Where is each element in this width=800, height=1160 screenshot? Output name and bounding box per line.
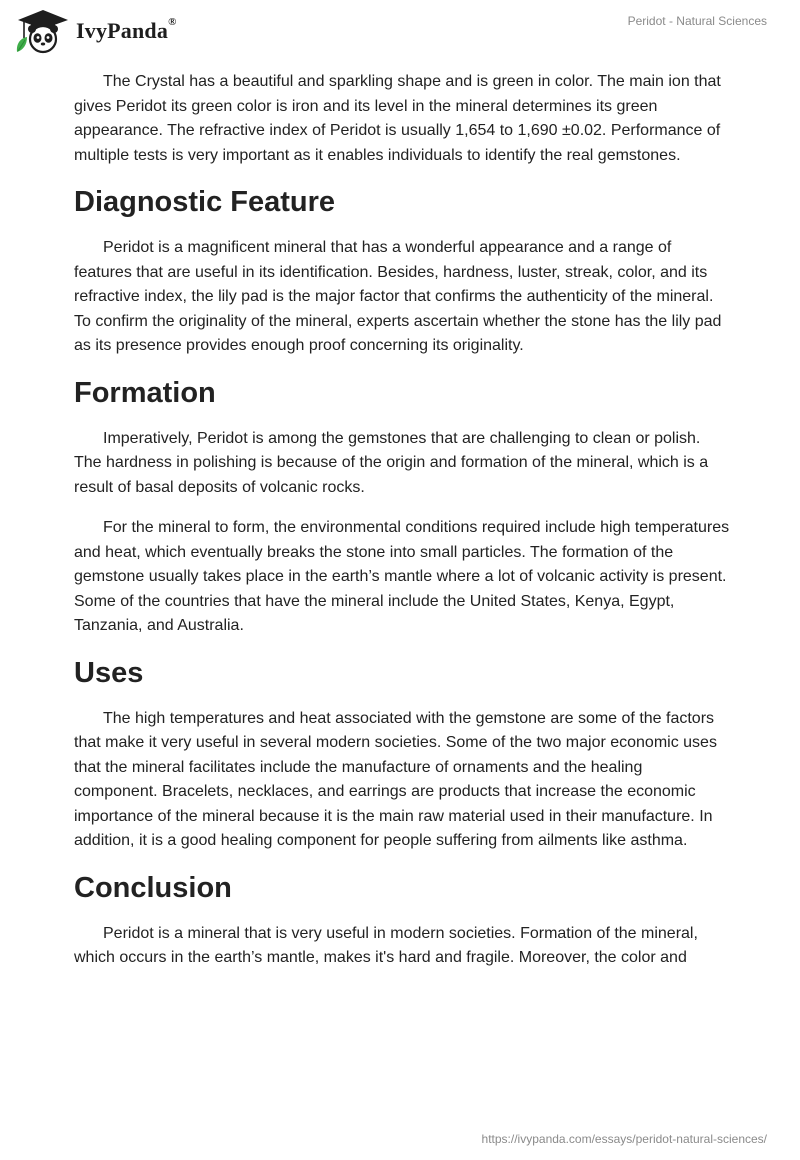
section-heading-conclusion: Conclusion (74, 871, 232, 904)
section-heading-formation: Formation (74, 376, 216, 409)
brand-logo[interactable] (14, 8, 177, 54)
uses-paragraph: The high temperatures and heat associated with the gemstone are some of the factors that make it very useful in several modern societies. Some of the two major economic uses that the mineral facilitates include the manufacture of ornaments and the healing component. Bracelets, necklaces, and earrings are products that increase the economic importance of the mineral because it is the main raw material used in their manufacture. In addition, it is a good healing component for people suffering from ailments like asthma. (74, 709, 717, 849)
source-url-link[interactable]: https://ivypanda.com/essays/peridot-natural-sciences/ (481, 1132, 767, 1146)
diagnostic-feature-paragraph: Peridot is a magnificent mineral that has a wonderful appearance and a range of features that are useful in its identification. Besides, hardness, luster, streak, color, and its refractive index, the lily pad is the major factor that confirms the authenticity of the mineral. To confirm the originality of the mineral, experts ascertain whether the stone has the lily pad as its presence provides enough proof concerning its originality. (74, 239, 722, 354)
formation-paragraph-2: For the mineral to form, the environmental conditions required include high temperatures and heat, which eventually breaks the stone into small particles. The formation of the gemstone usually takes place in the earth’s mantle where a lot of volcanic activity is present. Some of the countries that have the mineral include the United States, Kenya, Egypt, Tanzania, and Australia. (74, 519, 730, 634)
brand-name-text: IvyPanda (76, 18, 169, 43)
section-heading-diagnostic-feature: Diagnostic Feature (74, 186, 336, 218)
formation-paragraph-1: Imperatively, Peridot is among the gemstones that are challenging to clean or polish. The hardness in polishing is because of the origin and formation of the mineral, which is a result of basal deposits of volcanic rocks. (74, 429, 709, 496)
essay-body (74, 70, 730, 987)
brand-name (76, 18, 177, 44)
conclusion-paragraph: Peridot is a mineral that is very useful in modern societies. Formation of the mineral, which occurs in the earth’s mantle, makes it's hard and fragile. Moreover, the color and (74, 924, 698, 966)
document-title: Peridot - Natural Sciences (627, 14, 767, 28)
page-header (0, 0, 800, 62)
section-heading-uses: Uses (74, 656, 144, 689)
intro-paragraph: The Crystal has a beautiful and sparkling shape and is green in color. The main ion that gives Peridot its green color is iron and its level in the mineral determines its green appearance. The refractive index of Peridot is usually 1,654 to 1,690 ±0.02. Performance of multiple tests is very important as it enables individuals to identify the real gemstones. (74, 73, 721, 164)
panda-graduate-icon (14, 8, 72, 54)
registered-mark: ® (168, 16, 177, 28)
